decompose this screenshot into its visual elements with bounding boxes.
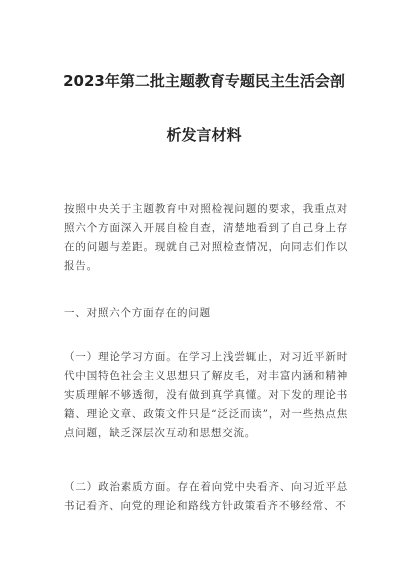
document-title-line-1: 2023年第二批主题教育专题民主生活会剖: [63, 72, 345, 90]
item-political-quality: （二）政治素质方面。存在着向党中央看齐、向习近平总书记看齐、向党的理论和路线方针政策看齐不够经常、不: [64, 481, 348, 512]
section-heading-problems: 一、对照六个方面存在的问题: [64, 307, 211, 319]
document-title-line-2: 析发言材料: [166, 126, 242, 144]
intro-paragraph: 按照中央关于主题教育中对照检视问题的要求，我重点对照六个方面深入开展自检自查，清楚地看到了自己身上存在的问题与差距。现就自己对照检查情况，向同志们作以报告。: [64, 203, 348, 272]
item-theory-study: （一）理论学习方面。在学习上浅尝辄止，对习近平新时代中国特色社会主义思想只了解皮毛，对丰富内涵和精神实质理解不够透彻，没有做到真学真懂。对下发的理论书籍、理论文章、政策文件只是“泛泛而读”，对一些热点焦点问题，缺乏深层次互动和思想交流。: [64, 351, 348, 439]
